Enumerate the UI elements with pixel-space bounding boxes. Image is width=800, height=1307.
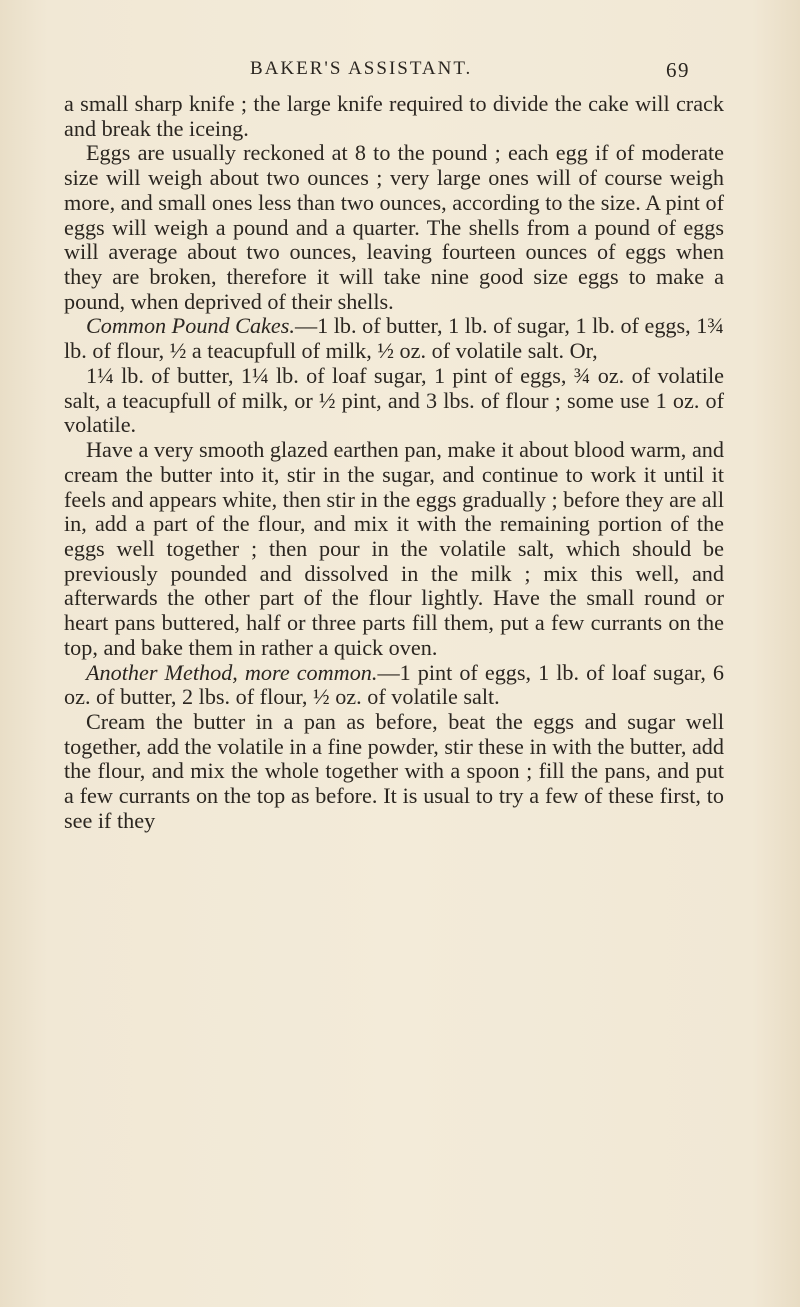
- recipe-ingredients-another: —1 pint of eggs, 1 lb. of loaf sugar, 6 oz. of butter, 2 lbs. of flour, ½ oz. of volatile salt.: [64, 659, 724, 710]
- recipe-ingredients: —1 lb. of butter, 1 lb. of sugar, 1 lb. of eggs, 1¾ lb. of flour, ½ a teacupfull of milk, ½ oz. of volatile salt. Or,: [64, 313, 724, 364]
- paragraph-common-pound-cakes: [64, 314, 724, 363]
- recipe-title-common-pound-cakes: Common Pound Cakes.: [86, 313, 295, 339]
- paragraph-alternate-recipe: 1¼ lb. of butter, 1¼ lb. of loaf sugar, 1 pint of eggs, ¾ oz. of volatile salt, a teacupfull of milk, or ½ pint, and 3 lbs. of flour ; some use 1 oz. of volatile.: [64, 362, 724, 438]
- paragraph-method: Have a very smooth glazed earthen pan, make it about blood warm, and cream the butter into it, stir in the sugar, and continue to work it until it feels and appears white, then stir in the eggs gradually ; before they are all in, add a part of the flour, and mix it with the remaining portion of the eggs well together ; then pour in the volatile salt, which should be previously pounded and dissolved in the milk ; mix this well, and afterwards the other part of the flour lightly. Have the small round or heart pans buttered, half or three parts fill them, put a few currants on the top, and bake them in rather a quick oven.: [64, 437, 724, 660]
- paragraph-cream-butter: Cream the butter in a pan as before, beat the eggs and sugar well together, add the volatile in a fine powder, stir these in with the butter, add the flour, and mix the whole together with a spoon ; fill the pans, and put a few currants on the top as before. It is usual to try a few of these first, to see if they: [64, 708, 724, 833]
- paragraph-eggs: Eggs are usually reckoned at 8 to the pound ; each egg if of moderate size will weigh about two ounces ; very large ones will of course weigh more, and small ones less than two ounces, according to the size. A pint of eggs will weigh a pound and a quarter. The shells from a pound of eggs will average about two ounces, leaving fourteen ounces of eggs when they are broken, therefore it will take nine good size eggs to make a pound, when deprived of their shells.: [64, 140, 724, 314]
- paragraph-continued: a small sharp knife ; the large knife required to divide the cake will crack and break the iceing.: [64, 91, 724, 141]
- page-number: 69: [666, 58, 690, 82]
- page-header: [250, 58, 690, 82]
- running-head: BAKER'S ASSISTANT.: [250, 58, 473, 79]
- paragraph-another-method: [64, 661, 724, 710]
- body-text: [64, 92, 724, 834]
- recipe-title-another-method: Another Method, more common.: [86, 659, 378, 685]
